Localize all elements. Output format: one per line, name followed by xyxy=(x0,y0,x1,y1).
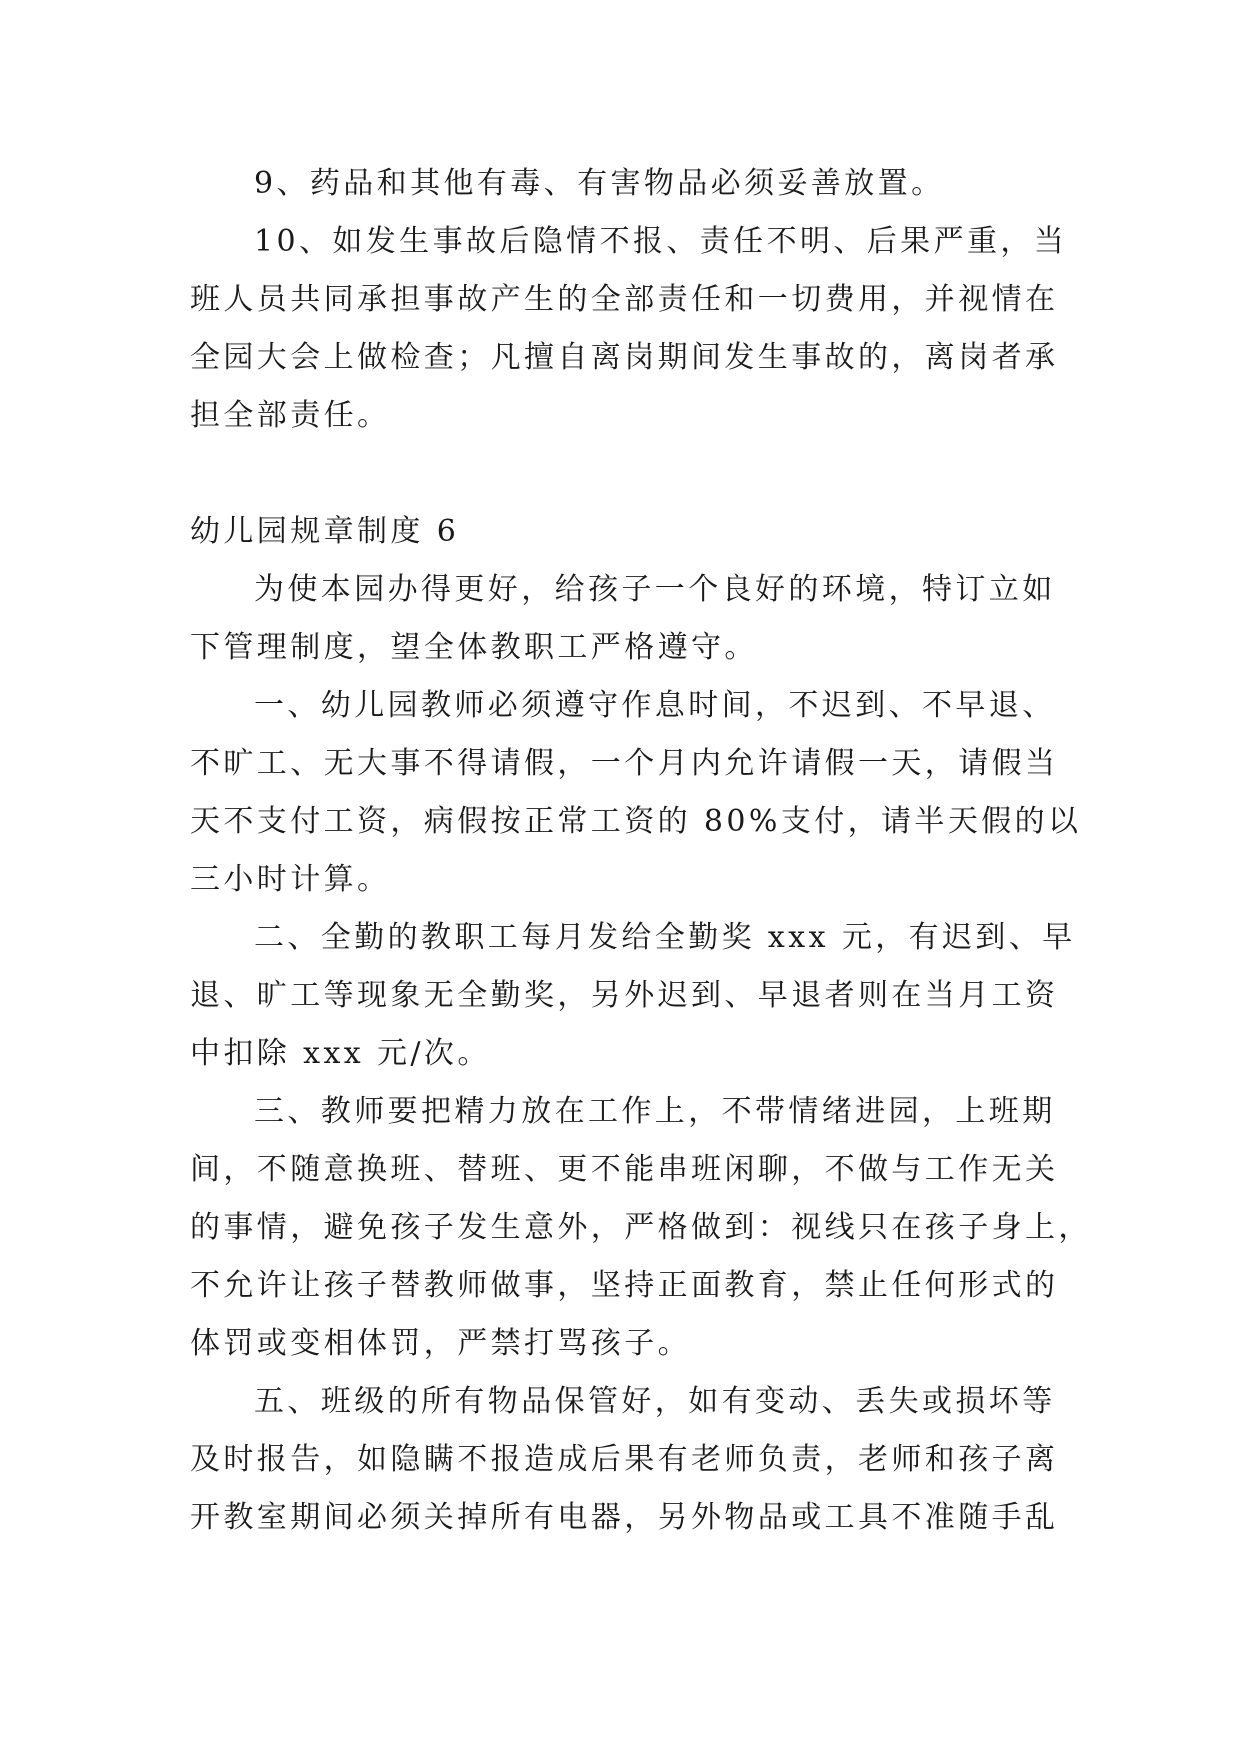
paragraph-item-9: 9、药品和其他有毒、有害物品必须妥善放置。 xyxy=(254,166,945,201)
paragraph-line: 三小时计算。 xyxy=(190,862,391,897)
paragraph-line: 不允许让孩子替教师做事，坚持正面教育，禁止任何形式的 xyxy=(190,1268,1059,1303)
paragraph-line: 间，不随意换班、替班、更不能串班闲聊，不做与工作无关 xyxy=(190,1152,1059,1187)
paragraph-line: 的事情，避免孩子发生意外，严格做到：视线只在孩子身上， xyxy=(190,1210,1092,1245)
paragraph-item-10: 10、如发生事故后隐情不报、责任不明、后果严重，当 xyxy=(254,224,1068,259)
paragraph-line: 及时报告，如隐瞒不报造成后果有老师负责，老师和孩子离 xyxy=(190,1442,1059,1477)
paragraph-line: 开教室期间必须关掉所有电器，另外物品或工具不准随手乱 xyxy=(190,1500,1059,1535)
section-heading: 幼儿园规章制度 6 xyxy=(190,514,460,549)
paragraph-line: 全园大会上做检查；凡擅自离岗期间发生事故的，离岗者承 xyxy=(190,340,1059,375)
paragraph-line: 下管理制度，望全体教职工严格遵守。 xyxy=(190,630,758,665)
intro-paragraph: 为使本园办得更好，给孩子一个良好的环境，特订立如 xyxy=(254,572,1056,607)
paragraph-line: 中扣除 xxx 元/次。 xyxy=(190,1036,491,1071)
rule-item-1: 一、幼儿园教师必须遵守作息时间，不迟到、不早退、 xyxy=(254,688,1056,723)
rule-item-3: 三、教师要把精力放在工作上，不带情绪进园，上班期 xyxy=(254,1094,1056,1129)
paragraph-line: 不旷工、无大事不得请假，一个月内允许请假一天，请假当 xyxy=(190,746,1059,781)
paragraph-line: 担全部责任。 xyxy=(190,398,391,433)
paragraph-line: 天不支付工资，病假按正常工资的 80%支付，请半天假的以 xyxy=(190,804,1082,839)
rule-item-2: 二、全勤的教职工每月发给全勤奖 xxx 元，有迟到、早 xyxy=(254,920,1076,955)
paragraph-line: 退、旷工等现象无全勤奖，另外迟到、早退者则在当月工资 xyxy=(190,978,1059,1013)
rule-item-5: 五、班级的所有物品保管好，如有变动、丢失或损坏等 xyxy=(254,1384,1056,1419)
paragraph-line: 体罚或变相体罚，严禁打骂孩子。 xyxy=(190,1326,691,1361)
paragraph-line: 班人员共同承担事故产生的全部责任和一切费用，并视情在 xyxy=(190,282,1059,317)
